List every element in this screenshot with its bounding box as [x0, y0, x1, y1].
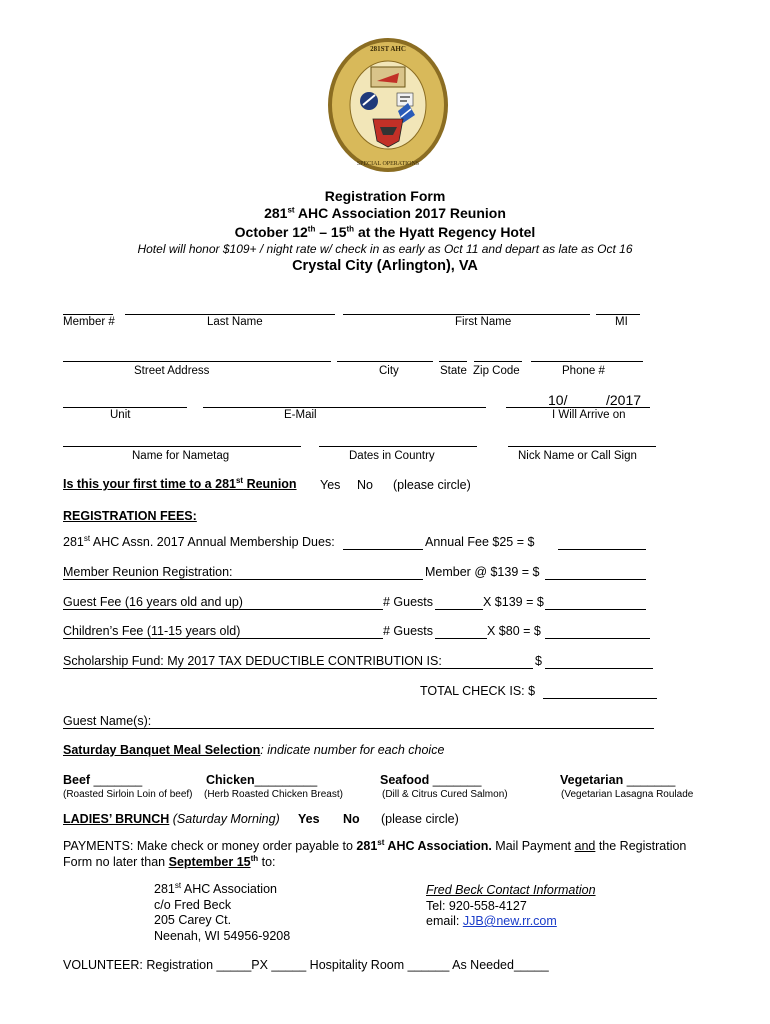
- registration-fees-heading: REGISTRATION FEES:: [63, 509, 197, 523]
- chicken-option[interactable]: Chicken_________: [206, 773, 318, 787]
- first-name-label: First Name: [455, 316, 512, 328]
- association-seal: [327, 37, 449, 173]
- unit-label: Unit: [110, 409, 131, 421]
- last-name-field[interactable]: [125, 314, 335, 315]
- arrival-date-label: I Will Arrive on: [552, 409, 626, 421]
- email-label: E-Mail: [284, 409, 317, 421]
- brunch-yes-option[interactable]: Yes: [298, 812, 320, 826]
- nickname-label: Nick Name or Call Sign: [518, 450, 637, 462]
- children-fee-label: Children’s Fee (11-15 years old): [63, 624, 241, 638]
- membership-dues-label: 281st AHC Assn. 2017 Annual Membership Dues:: [63, 533, 335, 549]
- first-name-field[interactable]: [343, 314, 590, 315]
- hotel-rate-note: Hotel will honor $109+ / night rate w/ check in as early as Oct 11 and depart as late as Oct 16: [137, 242, 633, 256]
- brunch-instruction: (please circle): [381, 812, 459, 826]
- city-label: City: [379, 365, 399, 377]
- member-fee-label: Member @ $139 = $: [425, 565, 540, 579]
- guest-fee-amount-field[interactable]: [545, 609, 646, 610]
- city-field[interactable]: [337, 361, 433, 362]
- mailing-address: 281st AHC Association c/o Fred Beck 205 Carey Ct. Neenah, WI 54956-9208: [154, 880, 291, 943]
- ladies-brunch-label: LADIES’ BRUNCH (Saturday Morning): [63, 812, 280, 826]
- svg-text:SPECIAL OPERATIONS: SPECIAL OPERATIONS: [356, 161, 420, 167]
- arrival-month-prefix: 10/: [548, 392, 568, 408]
- mi-field[interactable]: [596, 314, 640, 315]
- svg-text:281ST AHC: 281ST AHC: [370, 45, 406, 53]
- guest-names-field[interactable]: [63, 728, 654, 729]
- contact-title: Fred Beck Contact Information: [426, 883, 596, 897]
- children-fee-line[interactable]: [63, 638, 383, 639]
- reunion-dates: October 12th – 15th at the Hyatt Regency Hotel: [234, 224, 536, 240]
- seal-emblem-icon: [327, 37, 449, 173]
- first-time-question: Is this your first time to a 281st Reunion: [63, 475, 297, 491]
- seafood-option[interactable]: Seafood _______: [380, 773, 482, 787]
- guest-count-field[interactable]: [435, 609, 483, 610]
- guest-fee-line[interactable]: [63, 609, 383, 610]
- children-count-label: # Guests: [383, 624, 434, 638]
- member-registration-label: Member Reunion Registration:: [63, 565, 233, 579]
- annual-fee-label: Annual Fee $25 = $: [425, 535, 535, 549]
- guest-count-label: # Guests: [383, 595, 434, 609]
- unit-field[interactable]: [63, 407, 187, 408]
- member-fee-amount-field[interactable]: [545, 579, 646, 580]
- contact-email-link[interactable]: JJB@new.rr.com: [462, 914, 557, 928]
- nametag-label: Name for Nametag: [132, 450, 230, 462]
- dates-in-country-field[interactable]: [319, 446, 477, 447]
- form-title: Registration Form: [324, 188, 446, 204]
- vegetarian-option[interactable]: Vegetarian _______: [560, 773, 676, 787]
- beef-option[interactable]: Beef _______: [63, 773, 143, 787]
- phone-field[interactable]: [531, 361, 643, 362]
- email-field[interactable]: [203, 407, 486, 408]
- reunion-location: Crystal City (Arlington), VA: [292, 258, 478, 274]
- children-fee-amount-field[interactable]: [545, 638, 650, 639]
- annual-fee-amount-field[interactable]: [558, 549, 646, 550]
- member-registration-line: [63, 579, 423, 580]
- contact-info: Fred Beck Contact Information Tel: 920-558-4127 email: JJB@new.rr.com: [426, 883, 596, 928]
- membership-dues-blank[interactable]: [343, 549, 423, 550]
- total-check-label: TOTAL CHECK IS: $: [420, 684, 536, 698]
- scholarship-amount-field[interactable]: [545, 668, 653, 669]
- guest-fee-label: Guest Fee (16 years old and up): [63, 595, 243, 609]
- reunion-title: 281st AHC Association 2017 Reunion: [264, 205, 506, 221]
- scholarship-line[interactable]: [63, 668, 533, 669]
- first-time-instruction: (please circle): [393, 478, 471, 492]
- phone-label: Phone #: [562, 365, 605, 377]
- nametag-field[interactable]: [63, 446, 301, 447]
- first-time-no-option[interactable]: No: [357, 478, 373, 492]
- street-address-label: Street Address: [134, 365, 210, 377]
- member-number-field[interactable]: [63, 314, 113, 315]
- scholarship-fund-label: Scholarship Fund: My 2017 TAX DEDUCTIBLE CONTRIBUTION IS:: [63, 654, 442, 668]
- scholarship-dollar-sign: $: [535, 654, 542, 668]
- children-count-field[interactable]: [435, 638, 487, 639]
- guest-names-label: Guest Name(s):: [63, 714, 152, 728]
- guest-fee-rate: X $139 = $: [483, 595, 544, 609]
- vegetarian-description: (Vegetarian Lasagna Roulade: [561, 789, 694, 800]
- nickname-field[interactable]: [508, 446, 656, 447]
- contact-phone: Tel: 920-558-4127: [426, 898, 527, 913]
- zip-code-label: Zip Code: [473, 365, 520, 377]
- dates-in-country-label: Dates in Country: [349, 450, 435, 462]
- state-field[interactable]: [439, 361, 467, 362]
- last-name-label: Last Name: [207, 316, 263, 328]
- mi-label: MI: [615, 316, 628, 328]
- payments-instructions: PAYMENTS: Make check or money order payable to 281st AHC Association. Mail Payment and the Registration Form no later than September 15th to:: [63, 837, 687, 869]
- member-number-label: Member #: [63, 316, 115, 328]
- street-address-field[interactable]: [63, 361, 331, 362]
- first-time-yes-option[interactable]: Yes: [320, 478, 341, 492]
- children-fee-rate: X $80 = $: [487, 624, 541, 638]
- total-check-amount-field[interactable]: [543, 698, 657, 699]
- chicken-description: (Herb Roasted Chicken Breast): [204, 789, 343, 800]
- brunch-no-option[interactable]: No: [343, 812, 360, 826]
- arrival-year-suffix: /2017: [606, 392, 642, 408]
- state-label: State: [440, 365, 467, 377]
- beef-description: (Roasted Sirloin Loin of beef): [63, 789, 193, 800]
- zip-code-field[interactable]: [474, 361, 522, 362]
- banquet-heading: Saturday Banquet Meal Selection: indicate number for each choice: [63, 743, 445, 757]
- volunteer-line[interactable]: VOLUNTEER: Registration _____PX _____ Hospitality Room ______ As Needed_____: [63, 958, 549, 972]
- seafood-description: (Dill & Citrus Cured Salmon): [382, 789, 508, 800]
